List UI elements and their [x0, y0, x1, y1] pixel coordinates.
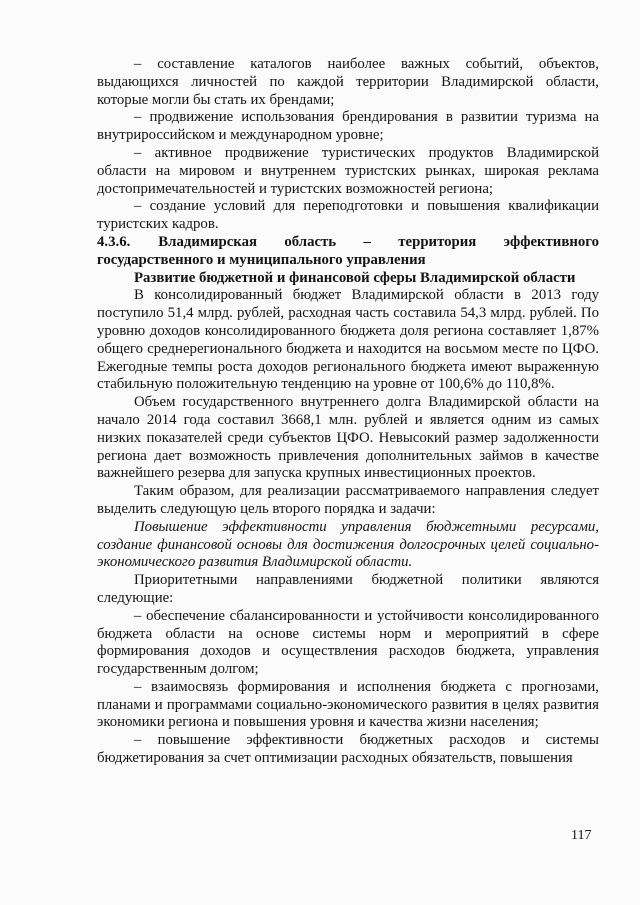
section-number: 4.3.6. [97, 233, 131, 250]
section-title: Владимирская область – территория эффективного государственного и муниципального управления [97, 233, 599, 268]
goal-statement: Повышение эффективности управления бюджетными ресурсами, создание финансовой основы для достижения долгосрочных целей социально-экономического развития Владимирской области. [97, 518, 599, 571]
body-paragraph: Объем государственного внутреннего долга Владимирской области на начало 2014 года составил 3668,1 млн. рублей и является одним из самых низких показателей среди субъектов ЦФО. Невысокий размер задолженности региона дает возможность привлечения дополнительных займов в качестве важнейшего резерва для запуска крупных инвестиционных проектов. [97, 394, 599, 482]
list-item: – продвижение использования брендирования в развитии туризма на внутрироссийском и международном уровне; [97, 109, 599, 144]
body-paragraph: В консолидированный бюджет Владимирской области в 2013 году поступило 51,4 млрд. рублей, расходная часть составила 54,3 млрд. рублей. По уровню доходов консолидированного бюджета доля региона составляет 1,87% общего среднерегионального бюджета и находится на восьмом месте по ЦФО. Ежегодные темпы роста доходов регионального бюджета имеют выраженную стабильную положительную тенденцию на уровне от 100,6% до 110,8%. [97, 287, 599, 393]
priorities-intro: Приоритетными направлениями бюджетной политики являются следующие: [97, 572, 599, 606]
list-item: – создание условий для переподготовки и повышения квалификации туристских кадров. [97, 198, 599, 233]
list-item: – обеспечение сбалансированности и устойчивости консолидированного бюджета области на основе системы норм и мероприятий в сфере формирования доходов и осуществления расходов бюджета, управления государственным долгом; [97, 607, 599, 678]
page-body [97, 56, 599, 768]
list-item: – взаимосвязь формирования и исполнения бюджета с прогнозами, планами и программами социально-экономического развития в целях развития экономики региона и повышения уровня и качества жизни населения; [97, 678, 599, 731]
list-item: – активное продвижение туристических продуктов Владимирской области на мировом и внутреннем туристских рынках, широкая реклама достопримечательностей и туристских возможностей региона; [97, 144, 599, 197]
list-item: – повышение эффективности бюджетных расходов и системы бюджетирования за счет оптимизации расходных обязательств, повышения [97, 732, 599, 767]
section-heading [97, 234, 599, 270]
page-number: 117 [571, 828, 592, 843]
subsection-heading: Развитие бюджетной и финансовой сферы Владимирской области [134, 269, 576, 286]
list-item: – составление каталогов наиболее важных событий, объектов, выдающихся личностей по каждой территории Владимирской области, которые могли бы стать их брендами; [97, 56, 599, 108]
body-paragraph: Таким образом, для реализации рассматриваемого направления следует выделить следующую цель второго порядка и задачи: [97, 483, 599, 517]
